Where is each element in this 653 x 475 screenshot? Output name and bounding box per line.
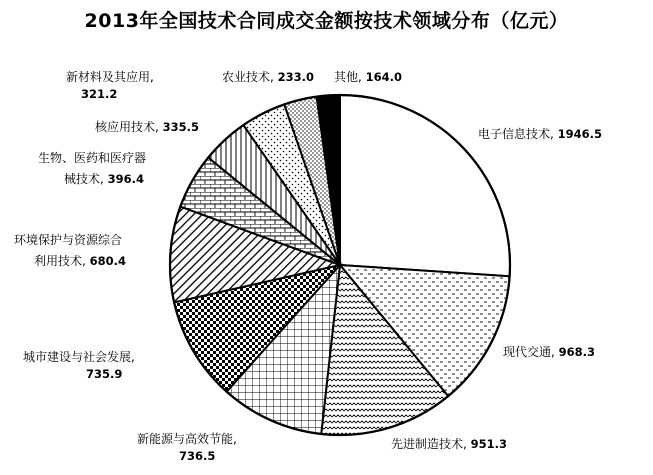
chart-title: 2013年全国技术合同成交金额按技术领域分布（亿元）: [84, 10, 569, 32]
slice-label-3: [391, 436, 507, 451]
slice-value: 335.5: [162, 120, 200, 134]
slice-label-text: 先进制造技术, 951.3: [391, 437, 508, 451]
slice-label-11: [334, 69, 402, 84]
pie-slices: [170, 95, 510, 435]
slice-label-text: 其他, 164.0: [334, 70, 403, 84]
slice-label-2: [503, 345, 595, 359]
slice-label-text: 利用技术, 680.4: [34, 254, 127, 268]
slice-label-4: [137, 431, 237, 463]
slice-value: 736.5: [179, 449, 216, 463]
slice-value: 1946.5: [557, 127, 603, 141]
slice-label-7: [38, 150, 146, 186]
slice-value: 735.9: [86, 367, 123, 381]
pie-slice-1: [340, 95, 510, 276]
slice-value: 396.4: [107, 172, 145, 186]
slice-label-10: [222, 69, 314, 84]
slice-label-text: 新能源与高效节能,: [137, 432, 237, 446]
slice-value: 321.2: [81, 87, 118, 101]
slice-label-6: [14, 232, 126, 268]
slice-value: 164.0: [365, 70, 403, 84]
slice-label-text: 农业技术, 233.0: [222, 70, 315, 84]
slice-label-text: 械技术, 396.4: [64, 172, 145, 186]
slice-value: 233.0: [277, 70, 315, 84]
slice-label-text: 环境保护与资源综合: [14, 233, 123, 247]
slice-label-9: [66, 69, 154, 101]
slice-value: 968.3: [558, 345, 596, 359]
slice-label-text: 新材料及其应用,: [66, 70, 154, 84]
slice-label-text: 城市建设与社会发展,: [23, 350, 135, 364]
slice-label-text: 现代交通, 968.3: [503, 345, 596, 359]
slice-label-1: [478, 126, 602, 141]
slice-label-8: [95, 119, 199, 134]
slice-label-5: [23, 349, 135, 381]
slice-label-text: 电子信息技术, 1946.5: [478, 127, 603, 141]
slice-label-text: 核应用技术, 335.5: [95, 120, 200, 134]
slice-label-text: 生物、医药和医疗器: [38, 151, 147, 165]
slice-value: 680.4: [89, 254, 127, 268]
slice-value: 951.3: [470, 437, 508, 451]
